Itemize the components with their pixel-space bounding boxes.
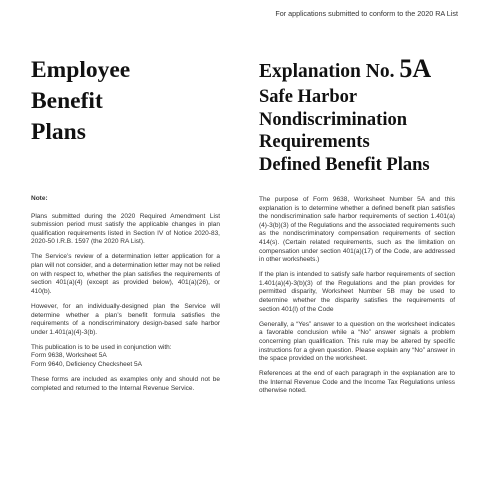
note-paragraph: Plans submitted during the 2020 Required Amendment List submission period must satisfy the applicable changes in plan qualification requirements listed in Section IV of Notice 2020-83, 2020-50 I.R.B. 1597 (the 2020 RA List). xyxy=(31,212,220,246)
note-paragraph: This publication is to be used in conjunction with: xyxy=(31,343,172,351)
explanation-paragraph: Generally, a “Yes” answer to a question on the worksheet indicates a favorable conclusion while a “No” answer signals a problem concerning plan qualification. This rule may be altered by specific instructions for a given question. Please explain any “No” answer in the space provided on the worksheet. xyxy=(259,320,455,363)
explanation-subtitle-line: Safe Harbor xyxy=(259,87,358,107)
note-label: Note: xyxy=(31,195,48,202)
note-paragraph: These forms are included as examples only and should not be completed and returned to the Internal Revenue Service. xyxy=(31,376,220,392)
explanation-title xyxy=(259,55,469,86)
explanation-subtitle-line: Defined Benefit Plans xyxy=(259,154,430,175)
explanation-paragraph: If the plan is intended to satisfy safe harbor requirements of section 1.401(a)(4)-3(b)(3) of the Regulations and the plan provides for permitted disparity, Worksheet Number 5B may be used to determine whether the disparity satisfies the requirements of section 401(l) of the Code xyxy=(259,271,455,313)
explanation-paragraph: The purpose of Form 9638, Worksheet Number 5A and this explanation is to determine whether a defined benefit plan satisfies the nondiscrimination safe harbor requirements of section 1.401(a)(4)-3(b)(3) of the Regulations and the associated requirements such as the nondiscriminatory compensation requirements of section 414(s). (Certain related requirements, such as the limitation on compensation under section 401(a)(17) of the Code, are addressed in other worksheets.) xyxy=(259,196,455,264)
title-line: Benefit xyxy=(31,88,103,114)
header-note: For applications submitted to conform to the 2020 RA List xyxy=(275,9,458,18)
explanation-subtitle-line: Requirements xyxy=(259,132,370,152)
note-column xyxy=(31,195,220,400)
explanation-prefix: Explanation No. xyxy=(259,61,395,82)
explanation-subtitle-line: Nondiscrimination xyxy=(259,109,408,130)
explanation-heading xyxy=(259,55,469,176)
explanation-paragraph: References at the end of each paragraph in the explanation are to the Internal Revenue Code and the Income Tax Regulations unless otherwise noted. xyxy=(259,370,455,395)
form-reference: Form 9638, Worksheet 5A xyxy=(31,352,107,360)
note-paragraph: However, for an individually-designed plan the Service will determine whether a plan’s benefit formula satisfies the requirements of a nondiscriminatory design-based safe harbor under 1.401(a)(4)-3(b). xyxy=(31,302,220,336)
title-line: Plans xyxy=(31,119,86,145)
publication-title xyxy=(31,55,211,148)
note-paragraph: The Service’s review of a determination letter application for a plan will not consider, and a determination letter may not be relied on with respect to, whether the plan satisfies the requirements of section 401(a)(4) (except as provided below), 401(a)(26), or 410(b). xyxy=(31,253,220,295)
explanation-column xyxy=(259,196,455,402)
form-reference: Form 9640, Deficiency Checksheet 5A xyxy=(31,361,142,368)
explanation-number: 5A xyxy=(399,54,432,83)
title-line: Employee xyxy=(31,57,131,83)
